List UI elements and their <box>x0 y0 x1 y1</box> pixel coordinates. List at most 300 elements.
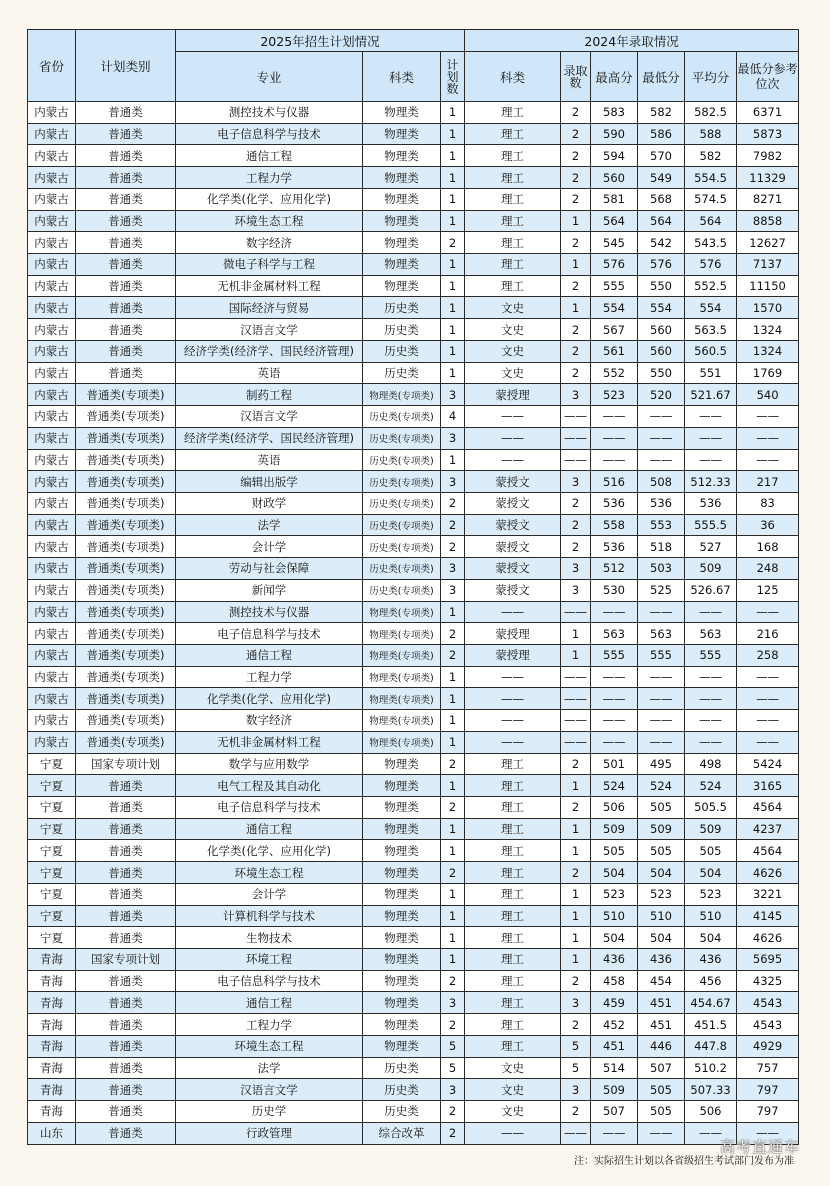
cell-province: 青海 <box>28 1101 76 1123</box>
table-row <box>28 992 799 1014</box>
cell-avg-score: 563 <box>685 623 737 645</box>
table-row <box>28 427 799 449</box>
cell-admitted: 2 <box>561 362 591 384</box>
cell-avg-score: 505.5 <box>685 797 737 819</box>
cell-plan-type: 普通类 <box>76 970 176 992</box>
cell-admitted: 2 <box>561 145 591 167</box>
cell-plan-type: 普通类 <box>76 797 176 819</box>
cell-rank: 5695 <box>737 949 799 971</box>
cell-max-score: 505 <box>591 840 638 862</box>
cell-major: 劳动与社会保障 <box>176 558 363 580</box>
cell-major: 电子信息科学与技术 <box>176 623 363 645</box>
cell-subject-2024: 文史 <box>465 1079 561 1101</box>
cell-province: 内蒙古 <box>28 145 76 167</box>
cell-avg-score: —— <box>685 406 737 428</box>
col-admitted: 录取数 <box>561 52 591 102</box>
cell-subject: 物理类 <box>363 167 441 189</box>
cell-plan-count: 1 <box>441 601 465 623</box>
cell-admitted: 1 <box>561 818 591 840</box>
table-row <box>28 449 799 471</box>
cell-subject-2024: 理工 <box>465 797 561 819</box>
cell-min-score: 576 <box>638 254 685 276</box>
table-row <box>28 319 799 341</box>
cell-rank: 12627 <box>737 232 799 254</box>
cell-major: 通信工程 <box>176 992 363 1014</box>
cell-province: 内蒙古 <box>28 731 76 753</box>
cell-major: 数字经济 <box>176 710 363 732</box>
cell-plan-count: 3 <box>441 992 465 1014</box>
cell-min-score: 549 <box>638 167 685 189</box>
cell-province: 宁夏 <box>28 797 76 819</box>
cell-avg-score: 551 <box>685 362 737 384</box>
cell-avg-score: 521.67 <box>685 384 737 406</box>
cell-admitted: 2 <box>561 753 591 775</box>
cell-avg-score: 555 <box>685 644 737 666</box>
cell-avg-score: 576 <box>685 254 737 276</box>
cell-plan-type: 国家专项计划 <box>76 949 176 971</box>
cell-min-score: 520 <box>638 384 685 406</box>
cell-plan-count: 2 <box>441 1101 465 1123</box>
cell-max-score: 509 <box>591 1079 638 1101</box>
cell-province: 青海 <box>28 992 76 1014</box>
cell-plan-count: 1 <box>441 666 465 688</box>
cell-plan-count: 1 <box>441 949 465 971</box>
cell-subject-2024: 理工 <box>465 1035 561 1057</box>
cell-rank: 11150 <box>737 275 799 297</box>
cell-avg-score: 504 <box>685 862 737 884</box>
cell-subject-2024: 文史 <box>465 297 561 319</box>
cell-admitted: 1 <box>561 254 591 276</box>
cell-max-score: 509 <box>591 818 638 840</box>
cell-province: 宁夏 <box>28 883 76 905</box>
cell-major: 会计学 <box>176 536 363 558</box>
cell-admitted: —— <box>561 666 591 688</box>
cell-major: 通信工程 <box>176 644 363 666</box>
cell-admitted: 5 <box>561 1035 591 1057</box>
cell-subject: 物理类 <box>363 818 441 840</box>
cell-subject-2024: 理工 <box>465 167 561 189</box>
cell-major: 工程力学 <box>176 666 363 688</box>
cell-plan-type: 普通类(专项类) <box>76 666 176 688</box>
cell-major: 通信工程 <box>176 145 363 167</box>
table-row <box>28 1079 799 1101</box>
cell-rank: 5424 <box>737 753 799 775</box>
table-row <box>28 145 799 167</box>
cell-plan-count: 3 <box>441 1079 465 1101</box>
cell-avg-score: 456 <box>685 970 737 992</box>
cell-admitted: —— <box>561 427 591 449</box>
cell-rank: 125 <box>737 579 799 601</box>
cell-province: 内蒙古 <box>28 579 76 601</box>
cell-max-score: 436 <box>591 949 638 971</box>
cell-rank: 168 <box>737 536 799 558</box>
cell-rank: 1769 <box>737 362 799 384</box>
cell-subject-2024: 蒙授文 <box>465 536 561 558</box>
cell-min-score: 525 <box>638 579 685 601</box>
group-2025-header: 2025年招生计划情况 <box>176 30 465 52</box>
cell-plan-count: 5 <box>441 1057 465 1079</box>
col-min-score: 最低分 <box>638 52 685 102</box>
cell-subject-2024: 理工 <box>465 145 561 167</box>
cell-max-score: 561 <box>591 340 638 362</box>
cell-plan-count: 4 <box>441 406 465 428</box>
col-rank: 最低分参考位次 <box>737 52 799 102</box>
cell-plan-type: 普通类 <box>76 297 176 319</box>
cell-max-score: 516 <box>591 471 638 493</box>
cell-major: 新闻学 <box>176 579 363 601</box>
cell-plan-type: 普通类 <box>76 340 176 362</box>
cell-plan-count: 2 <box>441 232 465 254</box>
cell-admitted: 2 <box>561 188 591 210</box>
cell-avg-score: —— <box>685 427 737 449</box>
cell-min-score: 508 <box>638 471 685 493</box>
cell-admitted: 2 <box>561 1014 591 1036</box>
table-row <box>28 492 799 514</box>
cell-min-score: —— <box>638 666 685 688</box>
cell-max-score: 560 <box>591 167 638 189</box>
cell-max-score: 504 <box>591 862 638 884</box>
cell-subject-2024: 蒙授理 <box>465 623 561 645</box>
table-row <box>28 406 799 428</box>
cell-plan-count: 3 <box>441 427 465 449</box>
cell-plan-type: 普通类 <box>76 992 176 1014</box>
cell-avg-score: 504 <box>685 927 737 949</box>
cell-subject: 历史类(专项类) <box>363 449 441 471</box>
cell-max-score: 507 <box>591 1101 638 1123</box>
cell-admitted: —— <box>561 1122 591 1144</box>
cell-max-score: 530 <box>591 579 638 601</box>
cell-plan-type: 普通类 <box>76 905 176 927</box>
cell-province: 内蒙古 <box>28 536 76 558</box>
cell-major: 经济学类(经济学、国民经济管理) <box>176 427 363 449</box>
cell-plan-count: 3 <box>441 384 465 406</box>
cell-min-score: —— <box>638 427 685 449</box>
cell-max-score: 536 <box>591 492 638 514</box>
cell-subject-2024: 蒙授文 <box>465 492 561 514</box>
cell-min-score: 550 <box>638 362 685 384</box>
cell-plan-type: 普通类(专项类) <box>76 406 176 428</box>
cell-avg-score: 582 <box>685 145 737 167</box>
cell-max-score: 510 <box>591 905 638 927</box>
cell-plan-type: 普通类 <box>76 927 176 949</box>
cell-plan-type: 普通类(专项类) <box>76 514 176 536</box>
cell-admitted: —— <box>561 601 591 623</box>
cell-rank: 5873 <box>737 123 799 145</box>
cell-max-score: 536 <box>591 536 638 558</box>
cell-max-score: 504 <box>591 927 638 949</box>
cell-subject: 物理类 <box>363 232 441 254</box>
cell-major: 法学 <box>176 1057 363 1079</box>
cell-plan-count: 1 <box>441 710 465 732</box>
cell-plan-count: 1 <box>441 123 465 145</box>
cell-province: 宁夏 <box>28 840 76 862</box>
cell-major: 化学类(化学、应用化学) <box>176 840 363 862</box>
cell-min-score: —— <box>638 710 685 732</box>
cell-max-score: 594 <box>591 145 638 167</box>
table-row <box>28 688 799 710</box>
cell-plan-count: 1 <box>441 775 465 797</box>
cell-province: 宁夏 <box>28 818 76 840</box>
cell-major: 会计学 <box>176 883 363 905</box>
cell-avg-score: 543.5 <box>685 232 737 254</box>
cell-plan-count: 2 <box>441 492 465 514</box>
cell-max-score: 512 <box>591 558 638 580</box>
cell-min-score: 536 <box>638 492 685 514</box>
cell-max-score: 567 <box>591 319 638 341</box>
cell-subject-2024: 理工 <box>465 275 561 297</box>
cell-admitted: 2 <box>561 536 591 558</box>
cell-plan-type: 普通类 <box>76 275 176 297</box>
cell-admitted: —— <box>561 449 591 471</box>
cell-rank: 3221 <box>737 883 799 905</box>
cell-subject: 历史类 <box>363 1057 441 1079</box>
cell-plan-type: 普通类(专项类) <box>76 644 176 666</box>
cell-admitted: 2 <box>561 1101 591 1123</box>
cell-subject: 历史类(专项类) <box>363 492 441 514</box>
watermark-text: 高考直通车 <box>719 1138 800 1156</box>
cell-subject-2024: 文史 <box>465 340 561 362</box>
cell-major: 无机非金属材料工程 <box>176 731 363 753</box>
cell-min-score: 509 <box>638 818 685 840</box>
cell-plan-type: 普通类 <box>76 362 176 384</box>
cell-plan-count: 1 <box>441 188 465 210</box>
cell-province: 青海 <box>28 1079 76 1101</box>
cell-subject: 历史类 <box>363 340 441 362</box>
cell-rank: 4145 <box>737 905 799 927</box>
cell-major: 化学类(化学、应用化学) <box>176 688 363 710</box>
cell-rank: 4564 <box>737 797 799 819</box>
cell-min-score: 507 <box>638 1057 685 1079</box>
cell-subject: 物理类(专项类) <box>363 688 441 710</box>
cell-admitted: 3 <box>561 992 591 1014</box>
cell-subject-2024: 理工 <box>465 232 561 254</box>
cell-subject: 物理类(专项类) <box>363 384 441 406</box>
cell-rank: 797 <box>737 1101 799 1123</box>
cell-min-score: 586 <box>638 123 685 145</box>
cell-plan-type: 普通类(专项类) <box>76 471 176 493</box>
table-row <box>28 579 799 601</box>
table-row <box>28 666 799 688</box>
cell-avg-score: —— <box>685 731 737 753</box>
cell-plan-type: 普通类 <box>76 188 176 210</box>
cell-major: 国际经济与贸易 <box>176 297 363 319</box>
cell-admitted: 1 <box>561 210 591 232</box>
table-row <box>28 1035 799 1057</box>
cell-max-score: 558 <box>591 514 638 536</box>
cell-rank: 1570 <box>737 297 799 319</box>
cell-subject-2024: 文史 <box>465 1057 561 1079</box>
table-row <box>28 232 799 254</box>
cell-major: 工程力学 <box>176 167 363 189</box>
cell-province: 内蒙古 <box>28 102 76 124</box>
cell-province: 青海 <box>28 970 76 992</box>
cell-province: 内蒙古 <box>28 319 76 341</box>
cell-plan-type: 普通类(专项类) <box>76 601 176 623</box>
cell-subject: 物理类 <box>363 275 441 297</box>
cell-admitted: 2 <box>561 492 591 514</box>
cell-plan-count: 1 <box>441 297 465 319</box>
cell-plan-type: 普通类(专项类) <box>76 579 176 601</box>
cell-subject-2024: 理工 <box>465 883 561 905</box>
table-row <box>28 1014 799 1036</box>
cell-min-score: 555 <box>638 644 685 666</box>
cell-plan-count: 2 <box>441 536 465 558</box>
cell-plan-count: 1 <box>441 145 465 167</box>
cell-avg-score: 536 <box>685 492 737 514</box>
cell-subject: 物理类(专项类) <box>363 623 441 645</box>
cell-avg-score: 510 <box>685 905 737 927</box>
cell-admitted: 1 <box>561 297 591 319</box>
cell-max-score: —— <box>591 449 638 471</box>
cell-plan-count: 2 <box>441 1122 465 1144</box>
cell-subject-2024: —— <box>465 449 561 471</box>
cell-max-score: —— <box>591 406 638 428</box>
cell-rank: 248 <box>737 558 799 580</box>
cell-rank: —— <box>737 449 799 471</box>
cell-subject-2024: 理工 <box>465 905 561 927</box>
table-row <box>28 102 799 124</box>
cell-subject: 历史类(专项类) <box>363 558 441 580</box>
cell-min-score: 518 <box>638 536 685 558</box>
cell-avg-score: —— <box>685 601 737 623</box>
cell-major: 法学 <box>176 514 363 536</box>
cell-province: 内蒙古 <box>28 340 76 362</box>
cell-major: 环境生态工程 <box>176 1035 363 1057</box>
cell-avg-score: 523 <box>685 883 737 905</box>
table-row <box>28 340 799 362</box>
cell-subject-2024: —— <box>465 710 561 732</box>
table-row <box>28 558 799 580</box>
cell-min-score: —— <box>638 601 685 623</box>
cell-province: 宁夏 <box>28 753 76 775</box>
cell-subject-2024: 理工 <box>465 992 561 1014</box>
cell-province: 内蒙古 <box>28 449 76 471</box>
cell-admitted: 1 <box>561 623 591 645</box>
cell-subject-2024: —— <box>465 1122 561 1144</box>
cell-plan-type: 普通类 <box>76 210 176 232</box>
cell-max-score: —— <box>591 688 638 710</box>
cell-subject-2024: —— <box>465 406 561 428</box>
table-row <box>28 927 799 949</box>
cell-subject-2024: —— <box>465 666 561 688</box>
cell-max-score: 554 <box>591 297 638 319</box>
cell-major: 生物技术 <box>176 927 363 949</box>
cell-max-score: 555 <box>591 275 638 297</box>
cell-avg-score: 555.5 <box>685 514 737 536</box>
cell-admitted: 1 <box>561 949 591 971</box>
cell-plan-count: 1 <box>441 688 465 710</box>
cell-province: 内蒙古 <box>28 384 76 406</box>
cell-plan-type: 普通类 <box>76 1057 176 1079</box>
cell-major: 通信工程 <box>176 818 363 840</box>
cell-avg-score: 563.5 <box>685 319 737 341</box>
cell-avg-score: 507.33 <box>685 1079 737 1101</box>
cell-subject-2024: 理工 <box>465 1014 561 1036</box>
cell-max-score: 514 <box>591 1057 638 1079</box>
cell-admitted: 3 <box>561 579 591 601</box>
cell-subject: 物理类(专项类) <box>363 731 441 753</box>
cell-min-score: 564 <box>638 210 685 232</box>
cell-plan-count: 1 <box>441 167 465 189</box>
cell-avg-score: 527 <box>685 536 737 558</box>
cell-rank: 4543 <box>737 1014 799 1036</box>
cell-plan-type: 普通类(专项类) <box>76 710 176 732</box>
cell-plan-type: 国家专项计划 <box>76 753 176 775</box>
cell-avg-score: 560.5 <box>685 340 737 362</box>
cell-subject-2024: 理工 <box>465 210 561 232</box>
cell-admitted: 2 <box>561 797 591 819</box>
cell-major: 计算机科学与技术 <box>176 905 363 927</box>
cell-province: 内蒙古 <box>28 492 76 514</box>
cell-max-score: —— <box>591 666 638 688</box>
cell-min-score: —— <box>638 449 685 471</box>
cell-plan-type: 普通类(专项类) <box>76 623 176 645</box>
cell-max-score: 564 <box>591 210 638 232</box>
cell-subject: 综合改革 <box>363 1122 441 1144</box>
cell-subject-2024: 蒙授文 <box>465 579 561 601</box>
cell-province: 内蒙古 <box>28 210 76 232</box>
cell-avg-score: —— <box>685 666 737 688</box>
cell-rank: —— <box>737 666 799 688</box>
cell-plan-count: 2 <box>441 862 465 884</box>
cell-rank: 4929 <box>737 1035 799 1057</box>
table-body <box>28 102 799 1145</box>
cell-province: 内蒙古 <box>28 254 76 276</box>
cell-subject: 物理类 <box>363 254 441 276</box>
cell-min-score: 495 <box>638 753 685 775</box>
cell-min-score: —— <box>638 688 685 710</box>
table-row <box>28 905 799 927</box>
cell-avg-score: 505 <box>685 840 737 862</box>
cell-subject: 历史类(专项类) <box>363 514 441 536</box>
cell-plan-type: 普通类 <box>76 1122 176 1144</box>
cell-subject-2024: 蒙授文 <box>465 514 561 536</box>
cell-admitted: 1 <box>561 905 591 927</box>
table-row <box>28 775 799 797</box>
cell-max-score: 552 <box>591 362 638 384</box>
cell-subject-2024: 文史 <box>465 362 561 384</box>
table-row <box>28 188 799 210</box>
cell-major: 环境工程 <box>176 949 363 971</box>
cell-province: 宁夏 <box>28 862 76 884</box>
cell-plan-type: 普通类(专项类) <box>76 536 176 558</box>
cell-min-score: 560 <box>638 319 685 341</box>
cell-plan-count: 1 <box>441 449 465 471</box>
cell-plan-type: 普通类 <box>76 254 176 276</box>
cell-min-score: —— <box>638 406 685 428</box>
cell-min-score: 505 <box>638 797 685 819</box>
cell-plan-type: 普通类(专项类) <box>76 558 176 580</box>
cell-subject-2024: 理工 <box>465 927 561 949</box>
cell-major: 微电子科学与工程 <box>176 254 363 276</box>
cell-min-score: 554 <box>638 297 685 319</box>
cell-subject: 物理类 <box>363 992 441 1014</box>
cell-rank: 36 <box>737 514 799 536</box>
cell-major: 环境生态工程 <box>176 210 363 232</box>
cell-rank: 11329 <box>737 167 799 189</box>
cell-avg-score: 509 <box>685 558 737 580</box>
cell-province: 内蒙古 <box>28 275 76 297</box>
cell-plan-count: 1 <box>441 319 465 341</box>
cell-subject-2024: 文史 <box>465 319 561 341</box>
cell-subject-2024: 蒙授理 <box>465 644 561 666</box>
cell-max-score: 451 <box>591 1035 638 1057</box>
cell-max-score: 458 <box>591 970 638 992</box>
cell-province: 内蒙古 <box>28 123 76 145</box>
cell-admitted: 3 <box>561 384 591 406</box>
cell-subject-2024: 蒙授文 <box>465 558 561 580</box>
cell-avg-score: 554 <box>685 297 737 319</box>
